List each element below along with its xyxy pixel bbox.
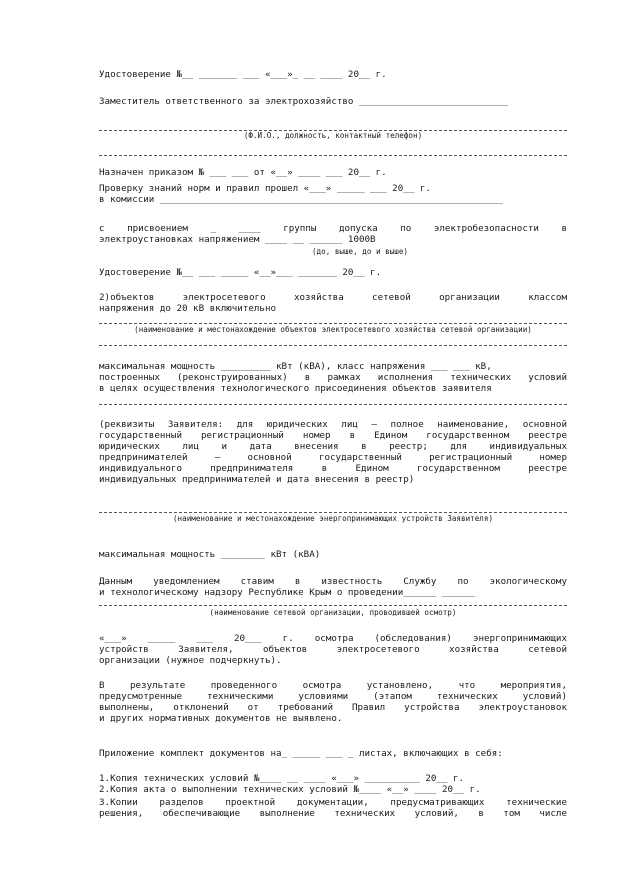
requisites-line-2: государственный регистрационный номер в Едином государственном реестре xyxy=(99,430,567,441)
requisites-line-6: индивидуальных предпринимателей и дата внесения в реестр) xyxy=(99,474,415,485)
blank-rule xyxy=(99,155,567,156)
attachment-item-3-line-1: 3.Копии разделов проектной документации, предусматривающих технические xyxy=(99,797,567,808)
grid-objects-caption: (наименование и местонахождение объектов электросетевого хозяйства сетевой организации) xyxy=(134,325,532,334)
devices-rule xyxy=(99,512,567,513)
knowledge-check-line: Проверку знаний норм и правил прошел «___» _____ ___ 20__ г. xyxy=(99,183,431,194)
item2-line-2: напряжения до 20 кВ включительно xyxy=(99,303,277,314)
grid-org-caption: (наименование сетевой организации, проводившей осмотр) xyxy=(209,608,457,617)
inspection-line-3: организации (нужное подчеркнуть). xyxy=(99,655,282,666)
result-line-2: предусмотренные техническими условиями (этапом технических условий) xyxy=(99,691,567,702)
power-line-2: построенных (реконструированных) в рамках исполнения технических условий xyxy=(99,372,567,383)
grid-org-rule xyxy=(99,605,567,606)
inspection-line-2: устройств Заявителя, объектов электросетевого хозяйства сетевой xyxy=(99,644,567,655)
requisites-line-5: индивидуального предпринимателя в Едином государственном реестре xyxy=(99,463,567,474)
certificate-line-1: Удостоверение №__ _______ ___ «___»_ __ ____ 20__ г. xyxy=(99,69,387,80)
power-line-3: в целях осуществления технологического присоединения объектов заявителя xyxy=(99,383,492,394)
attachment-item-1: 1.Копия технических условий №____ __ ____ «___» __________ 20__ г. xyxy=(99,773,465,784)
attachment-item-3-line-2: решения, обеспечивающие выполнение технических условий, в том числе xyxy=(99,808,567,819)
result-line-1: В результате проведенного осмотра установлено, что мероприятия, xyxy=(99,680,567,691)
voltage-caption: (до, выше, до и выше) xyxy=(311,247,408,256)
requisites-line-4: предпринимателей – основной государственный регистрационный номер xyxy=(99,452,567,463)
notice-line-1: Данным уведомлением ставим в известность Службу по экологическому xyxy=(99,576,567,587)
group-line-2: электроустановках напряжением ____ __ ______ 1000В xyxy=(99,234,376,245)
attachment-item-2: 2.Копия акта о выполнении технических условий №____ «__» ____ 20__ г. xyxy=(99,784,481,795)
result-line-4: и других нормативных документов не выявлено. xyxy=(99,713,343,724)
devices-caption: (наименование и местонахождение энергопринимающих устройств Заявителя) xyxy=(172,514,494,523)
item2-line-1: 2)объектов электросетевого хозяйства сетевой организации классом xyxy=(99,292,567,303)
attachment-intro: Приложение комплект документов на_ _____ ___ _ листах, включающих в себя: xyxy=(99,748,503,759)
inspection-line-1: «___» _____ ___ 20___ г. осмотра (обследования) энергопринимающих xyxy=(99,633,567,644)
commission-line: в комиссии ______________________________________________________________ xyxy=(99,194,503,205)
applicant-rule xyxy=(99,404,567,405)
grid-objects-rule xyxy=(99,323,567,324)
certificate-line-2: Удостоверение №__ ___ _____ «__»___ _______ 20__ г. xyxy=(99,267,382,278)
requisites-line-1: (реквизиты Заявителя: для юридических лиц – полное наименование, основной xyxy=(99,419,567,430)
appointed-line: Назначен приказом № ___ ___ от «__» ____ ___ 20__ г. xyxy=(99,167,387,178)
grid-objects-rule-2 xyxy=(99,345,567,346)
power2-line: максимальная мощность ________ кВт (кВА) xyxy=(99,549,321,560)
requisites-line-3: юридических лиц и дата внесения в реестр; для индивидуальных xyxy=(99,441,567,452)
group-line-1: с присвоением _ ____ группы допуска по электробезопасности в xyxy=(99,223,567,234)
deputy-line: Заместитель ответственного за электрохозяйство ___________________________ xyxy=(99,96,509,107)
power-line-1: максимальная мощность _________ кВт (кВА), класс напряжения ___ ___ кВ, xyxy=(99,361,492,372)
notice-line-2: и технологическому надзору Республике Крым о проведении______ ______ xyxy=(99,587,476,598)
result-line-3: выполнены, отклонений от требований Правил устройства электроустановок xyxy=(99,702,567,713)
fio-caption: (Ф.И.О., должность, контактный телефон) xyxy=(243,131,423,140)
